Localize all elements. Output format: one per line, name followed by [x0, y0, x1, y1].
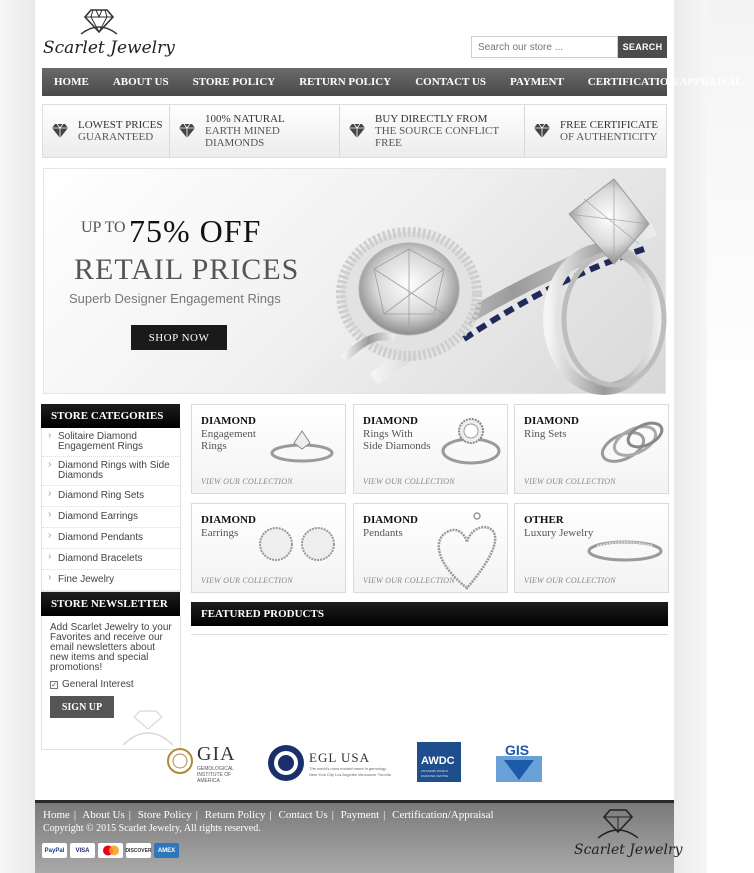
ring-watermark-icon — [118, 707, 178, 747]
nav-home[interactable]: HOME — [54, 76, 89, 88]
engagement-rings-image — [314, 169, 666, 395]
footer-link-certification[interactable]: Certification/Appraisal — [392, 809, 494, 821]
gia-line3: AMERICA — [197, 778, 220, 784]
bangle-icon — [585, 536, 665, 566]
category-fine-jewelry[interactable]: › Fine Jewelry — [42, 570, 180, 591]
store-categories — [41, 404, 181, 592]
view-collection-link[interactable]: VIEW OUR COLLECTION — [524, 576, 616, 585]
visa-icon: VISA — [70, 843, 95, 858]
paypal-icon: PayPal — [42, 843, 67, 858]
feature-line2: OF AUTHENTICITY — [560, 131, 658, 143]
view-collection-link[interactable]: VIEW OUR COLLECTION — [524, 477, 616, 486]
store-newsletter — [41, 592, 181, 750]
categories-list — [41, 428, 181, 592]
newsletter-text: Add Scarlet Jewelry to your Favorites and receive our email newsletters about new items and special promotions! — [50, 622, 172, 673]
diamond-icon — [533, 123, 551, 139]
diamond-logo-icon — [79, 6, 119, 36]
collection-pendants[interactable] — [353, 503, 508, 593]
footer-link-return-policy[interactable]: Return Policy — [204, 809, 266, 821]
collection-subtitle: Earrings — [201, 527, 239, 539]
feature-free-certificate — [525, 105, 666, 157]
feature-strip — [42, 104, 667, 158]
gia-abbr: GIA — [197, 743, 236, 765]
view-collection-link[interactable]: VIEW OUR COLLECTION — [363, 477, 455, 486]
awdc-line1: ANTWERP WORLD — [421, 769, 448, 773]
diamond-icon — [51, 123, 69, 139]
collection-subtitle: Rings With Side Diamonds — [363, 428, 431, 452]
feature-line1: LOWEST PRICES — [78, 119, 163, 131]
view-collection-link[interactable]: VIEW OUR COLLECTION — [363, 576, 455, 585]
nav-payment[interactable]: PAYMENT — [510, 76, 564, 88]
footer-brand-name: Scarlet Jewelry — [574, 842, 683, 858]
feature-natural-diamonds — [170, 105, 340, 157]
stud-earrings-icon — [256, 524, 340, 564]
discover-icon: DISCOVER — [126, 843, 151, 858]
collection-title: DIAMOND — [363, 415, 418, 427]
checkbox-label: General Interest — [62, 679, 134, 690]
egl-tagline: The world's most trusted name in gemology — [309, 766, 387, 771]
collection-title: DIAMOND — [201, 514, 256, 526]
page-background-left — [0, 0, 36, 873]
hero-discount: 75% OFF — [129, 213, 262, 249]
view-collection-link[interactable]: VIEW OUR COLLECTION — [201, 477, 293, 486]
halo-ring-icon — [436, 413, 506, 469]
category-pendants[interactable]: › Diamond Pendants — [42, 528, 180, 549]
gis-logo[interactable] — [496, 742, 542, 782]
page-wrapper — [35, 0, 743, 873]
sign-up-button[interactable]: SIGN UP — [50, 696, 114, 718]
collection-ring-sets[interactable] — [514, 404, 669, 494]
category-ring-sets[interactable]: › Diamond Ring Sets — [42, 486, 180, 507]
awdc-abbr: AWDC — [421, 755, 455, 767]
collection-earrings[interactable] — [191, 503, 346, 593]
gia-line1: GEMOLOGICAL — [197, 766, 234, 772]
footer-link-payment[interactable]: Payment — [340, 809, 380, 821]
feature-line2: GUARANTEED — [78, 131, 154, 143]
collection-engagement-rings[interactable] — [191, 404, 346, 494]
collection-subtitle: Engagement Rings — [201, 428, 256, 452]
egl-cities: New York City Los Angeles Vancouver Toronto — [309, 772, 392, 777]
payment-methods — [42, 843, 179, 858]
collection-title: DIAMOND — [524, 415, 579, 427]
general-interest-checkbox[interactable] — [50, 679, 172, 690]
diamond-icon — [178, 123, 196, 139]
collection-title: DIAMOND — [201, 415, 256, 427]
feature-line2: THE SOURCE CONFLICT FREE — [375, 125, 499, 149]
categories-title: STORE CATEGORIES — [41, 404, 180, 428]
gis-abbr: GIS — [505, 742, 530, 758]
collection-title: DIAMOND — [363, 514, 418, 526]
feature-line1: 100% NATURAL — [205, 113, 285, 125]
footer-link-about-us[interactable]: About Us — [82, 809, 125, 821]
footer-links: Home | About Us | Store Policy | Return Policy | Contact Us | Payment | Certification/Appraisal — [43, 809, 494, 821]
checkbox-icon[interactable]: ✓ — [51, 681, 57, 689]
brand-logo[interactable] — [43, 6, 175, 62]
newsletter-body — [41, 616, 181, 750]
hero-banner[interactable] — [43, 168, 666, 394]
copyright: Copyright © 2015 Scarlet Jewelry, All rights reserved. — [43, 823, 261, 834]
amex-icon: AMEX — [154, 843, 179, 858]
nav-return-policy[interactable]: RETURN POLICY — [299, 76, 392, 88]
egl-abbr: EGL USA — [309, 750, 371, 765]
gia-logo[interactable] — [167, 742, 237, 782]
solitaire-ring-icon — [267, 417, 337, 467]
featured-divider — [191, 634, 668, 635]
search-bar — [471, 36, 667, 58]
feature-line2: EARTH MINED DIAMONDS — [205, 125, 280, 149]
mastercard-icon — [98, 843, 123, 858]
collection-rings-side-diamonds[interactable] — [353, 404, 508, 494]
awdc-logo[interactable] — [417, 742, 461, 782]
ring-set-icon — [595, 411, 665, 467]
footer-logo — [568, 806, 683, 866]
category-earrings[interactable]: › Diamond Earrings — [42, 507, 180, 528]
nav-certification-appraisal[interactable]: CERTIFICATION/APPRAISAL — [587, 76, 743, 88]
search-input[interactable] — [471, 36, 618, 58]
collection-luxury-jewelry[interactable] — [514, 503, 669, 593]
brand-name: Scarlet Jewelry — [43, 38, 175, 58]
hero-upto: UP TO — [81, 219, 126, 236]
collection-subtitle: Ring Sets — [524, 428, 567, 440]
category-solitaire[interactable]: › Solitaire Diamond Engagement Rings — [42, 428, 180, 457]
nav-store-policy[interactable]: STORE POLICY — [192, 76, 276, 88]
nav-about-us[interactable]: ABOUT US — [112, 76, 169, 88]
egl-seal-icon — [267, 744, 305, 782]
gia-line2: INSTITUTE OF — [197, 772, 232, 778]
view-collection-link[interactable]: VIEW OUR COLLECTION — [201, 576, 293, 585]
footer — [35, 800, 683, 873]
footer-link-contact-us[interactable]: Contact Us — [278, 809, 328, 821]
feature-lowest-prices — [43, 105, 170, 157]
search-button[interactable]: SEARCH — [618, 36, 667, 58]
collection-subtitle: Pendants — [363, 527, 403, 539]
collection-subtitle: Luxury Jewelry — [524, 527, 594, 539]
diamond-logo-icon — [596, 806, 640, 840]
feature-buy-direct — [340, 105, 525, 157]
shop-now-button[interactable]: SHOP NOW — [131, 325, 227, 350]
footer-link-home[interactable]: Home — [43, 809, 70, 821]
hero-headline: RETAIL PRICES — [74, 253, 300, 286]
egl-usa-logo[interactable] — [267, 742, 397, 782]
category-side-diamonds[interactable]: › Diamond Rings with Side Diamonds — [42, 457, 180, 486]
featured-products-title: FEATURED PRODUCTS — [191, 602, 668, 626]
feature-line1: FREE CERTIFICATE — [560, 119, 659, 131]
feature-line1: BUY DIRECTLY FROM — [375, 113, 488, 125]
hero-subline: Superb Designer Engagement Rings — [69, 291, 281, 306]
footer-link-store-policy[interactable]: Store Policy — [137, 809, 192, 821]
gia-seal-icon — [167, 748, 193, 774]
category-bracelets[interactable]: › Diamond Bracelets — [42, 549, 180, 570]
diamond-icon — [348, 123, 366, 139]
page-background-right — [671, 0, 707, 873]
awdc-line2: DIAMOND CENTRE — [421, 774, 449, 778]
newsletter-title: STORE NEWSLETTER — [41, 592, 180, 616]
nav-contact-us[interactable]: CONTACT US — [415, 76, 486, 88]
collection-title: OTHER — [524, 514, 564, 526]
main-nav — [42, 68, 743, 96]
